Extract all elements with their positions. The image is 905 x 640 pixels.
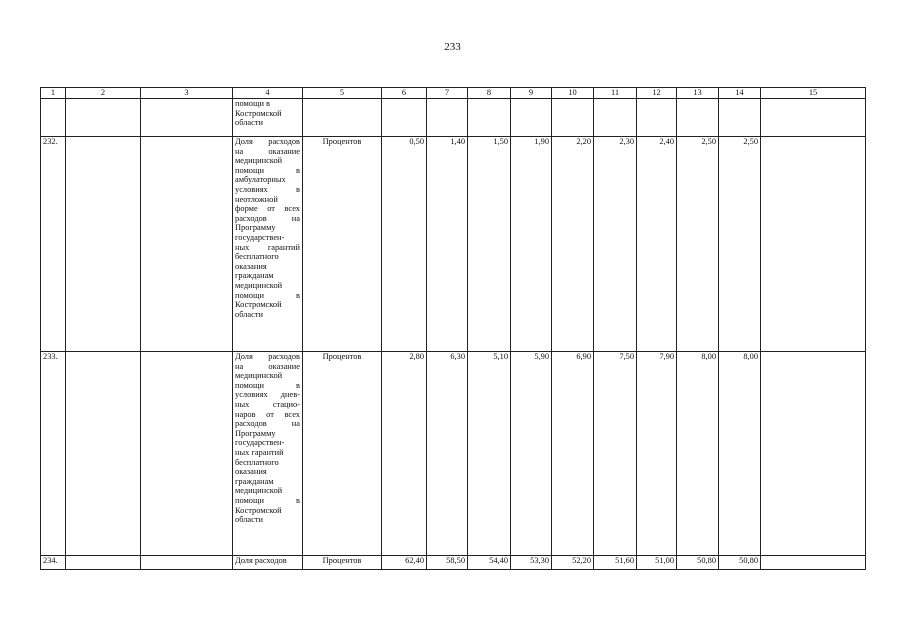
indicator-name-line: Доля расходов bbox=[235, 556, 287, 565]
table-row bbox=[41, 352, 866, 556]
indicator-name-line: на оказание bbox=[235, 361, 300, 371]
indicator-name-line: амбулаторных bbox=[235, 175, 286, 185]
value-cell: 62,40 bbox=[382, 556, 427, 570]
indicator-name bbox=[233, 556, 303, 570]
indicator-name-line: условиях днев- bbox=[235, 390, 300, 400]
column-header: 13 bbox=[677, 88, 719, 99]
indicator-name-line: медицинской bbox=[235, 156, 283, 166]
indicator-name-line: помощи в bbox=[235, 380, 300, 390]
indicator-name-line: неотложной bbox=[235, 194, 278, 204]
row-number: 232. bbox=[41, 137, 66, 352]
value-cell: 1,90 bbox=[511, 137, 552, 352]
column-header: 10 bbox=[552, 88, 594, 99]
empty-cell bbox=[141, 99, 233, 137]
indicator-name-line: государствен- bbox=[235, 232, 285, 242]
indicator-name-line: области bbox=[235, 309, 263, 319]
empty-cell bbox=[66, 556, 141, 570]
value-cell: 8,00 bbox=[677, 352, 719, 556]
indicator-name-line: ных гарантий bbox=[235, 242, 300, 252]
value-cell: 50,80 bbox=[719, 556, 761, 570]
table-row bbox=[41, 556, 866, 570]
column-header: 12 bbox=[637, 88, 677, 99]
indicator-name-line: помощи в bbox=[235, 99, 270, 108]
value-cell bbox=[719, 99, 761, 137]
value-cell: 7,90 bbox=[637, 352, 677, 556]
empty-cell bbox=[761, 352, 866, 556]
indicator-name-line: наров от всех bbox=[235, 409, 300, 419]
unit-cell: Процентов bbox=[303, 556, 382, 570]
column-header: 1 bbox=[41, 88, 66, 99]
value-cell: 2,20 bbox=[552, 137, 594, 352]
empty-cell bbox=[141, 556, 233, 570]
indicator-name-line: Доля расходов bbox=[235, 137, 300, 146]
column-header: 4 bbox=[233, 88, 303, 99]
indicator-name-line: условиях в bbox=[235, 184, 300, 194]
row-number: 234. bbox=[41, 556, 66, 570]
column-header: 3 bbox=[141, 88, 233, 99]
indicator-name-line: медицинской bbox=[235, 486, 283, 496]
value-cell: 2,50 bbox=[719, 137, 761, 352]
value-cell: 2,30 bbox=[594, 137, 637, 352]
indicator-name-line: расходов на bbox=[235, 213, 300, 223]
column-header: 9 bbox=[511, 88, 552, 99]
indicator-name-line: Доля расходов bbox=[235, 352, 300, 361]
indicator-name-line: гражданам bbox=[235, 271, 274, 281]
value-cell: 6,30 bbox=[427, 352, 468, 556]
indicator-name-line: бесплатного bbox=[235, 252, 279, 262]
table-row bbox=[41, 99, 866, 137]
empty-cell bbox=[66, 137, 141, 352]
header-row bbox=[41, 88, 866, 99]
value-cell bbox=[637, 99, 677, 137]
empty-cell bbox=[66, 99, 141, 137]
empty-cell bbox=[66, 352, 141, 556]
indicator-name-line: Программу bbox=[235, 223, 276, 233]
row-number bbox=[41, 99, 66, 137]
value-cell bbox=[552, 99, 594, 137]
value-cell: 7,50 bbox=[594, 352, 637, 556]
value-cell: 5,10 bbox=[468, 352, 511, 556]
value-cell: 50,80 bbox=[677, 556, 719, 570]
indicator-name-line: бесплатного bbox=[235, 457, 279, 467]
indicator-name bbox=[233, 137, 303, 352]
indicator-name-line: медицинской bbox=[235, 371, 283, 381]
indicator-name-line: Программу bbox=[235, 428, 276, 438]
indicator-name-line: помощи в bbox=[235, 495, 300, 505]
indicator-name-line: Костромской bbox=[235, 505, 282, 515]
indicator-name-line: помощи в bbox=[235, 165, 300, 175]
value-cell: 2,80 bbox=[382, 352, 427, 556]
indicator-name-line: ных стацио- bbox=[235, 399, 300, 409]
column-header: 14 bbox=[719, 88, 761, 99]
value-cell: 2,40 bbox=[637, 137, 677, 352]
value-cell bbox=[382, 99, 427, 137]
indicator-name bbox=[233, 352, 303, 556]
value-cell: 2,50 bbox=[677, 137, 719, 352]
indicator-name-line: области bbox=[235, 515, 263, 525]
column-header: 15 bbox=[761, 88, 866, 99]
value-cell: 0,50 bbox=[382, 137, 427, 352]
column-header: 8 bbox=[468, 88, 511, 99]
page-number: 233 bbox=[444, 41, 461, 53]
unit-cell: Процентов bbox=[303, 137, 382, 352]
value-cell: 54,40 bbox=[468, 556, 511, 570]
value-cell bbox=[468, 99, 511, 137]
value-cell: 8,00 bbox=[719, 352, 761, 556]
value-cell: 51,60 bbox=[594, 556, 637, 570]
value-cell: 52,20 bbox=[552, 556, 594, 570]
value-cell: 51,00 bbox=[637, 556, 677, 570]
indicator-name-line: Костромской bbox=[235, 108, 282, 118]
column-header: 11 bbox=[594, 88, 637, 99]
empty-cell bbox=[761, 556, 866, 570]
value-cell: 6,90 bbox=[552, 352, 594, 556]
column-header: 5 bbox=[303, 88, 382, 99]
value-cell: 53,30 bbox=[511, 556, 552, 570]
value-cell: 5,90 bbox=[511, 352, 552, 556]
column-header: 2 bbox=[66, 88, 141, 99]
unit-cell: Процентов bbox=[303, 352, 382, 556]
indicator-name-line: медицинской bbox=[235, 280, 283, 290]
column-header: 6 bbox=[382, 88, 427, 99]
indicator-name-line: помощи в bbox=[235, 290, 300, 300]
unit-cell bbox=[303, 99, 382, 137]
indicator-name-line: форме от всех bbox=[235, 204, 300, 214]
table-row bbox=[41, 137, 866, 352]
empty-cell bbox=[761, 99, 866, 137]
value-cell bbox=[427, 99, 468, 137]
row-number: 233. bbox=[41, 352, 66, 556]
indicator-name-line: на оказание bbox=[235, 146, 300, 156]
value-cell bbox=[677, 99, 719, 137]
indicator-name-line: Костромской bbox=[235, 300, 282, 310]
column-header: 7 bbox=[427, 88, 468, 99]
value-cell bbox=[594, 99, 637, 137]
value-cell bbox=[511, 99, 552, 137]
value-cell: 58,50 bbox=[427, 556, 468, 570]
indicator-name-line: государствен- bbox=[235, 438, 285, 448]
empty-cell bbox=[141, 352, 233, 556]
indicator-name-line: области bbox=[235, 118, 263, 128]
indicators-table bbox=[40, 87, 866, 570]
indicator-name-line: оказания bbox=[235, 467, 267, 477]
indicator-name bbox=[233, 99, 303, 137]
indicator-name-line: расходов на bbox=[235, 419, 300, 429]
indicator-name-line: ных гарантий bbox=[235, 447, 284, 457]
indicator-name-line: гражданам bbox=[235, 476, 274, 486]
empty-cell bbox=[761, 137, 866, 352]
value-cell: 1,50 bbox=[468, 137, 511, 352]
value-cell: 1,40 bbox=[427, 137, 468, 352]
empty-cell bbox=[141, 137, 233, 352]
indicator-name-line: оказания bbox=[235, 261, 267, 271]
